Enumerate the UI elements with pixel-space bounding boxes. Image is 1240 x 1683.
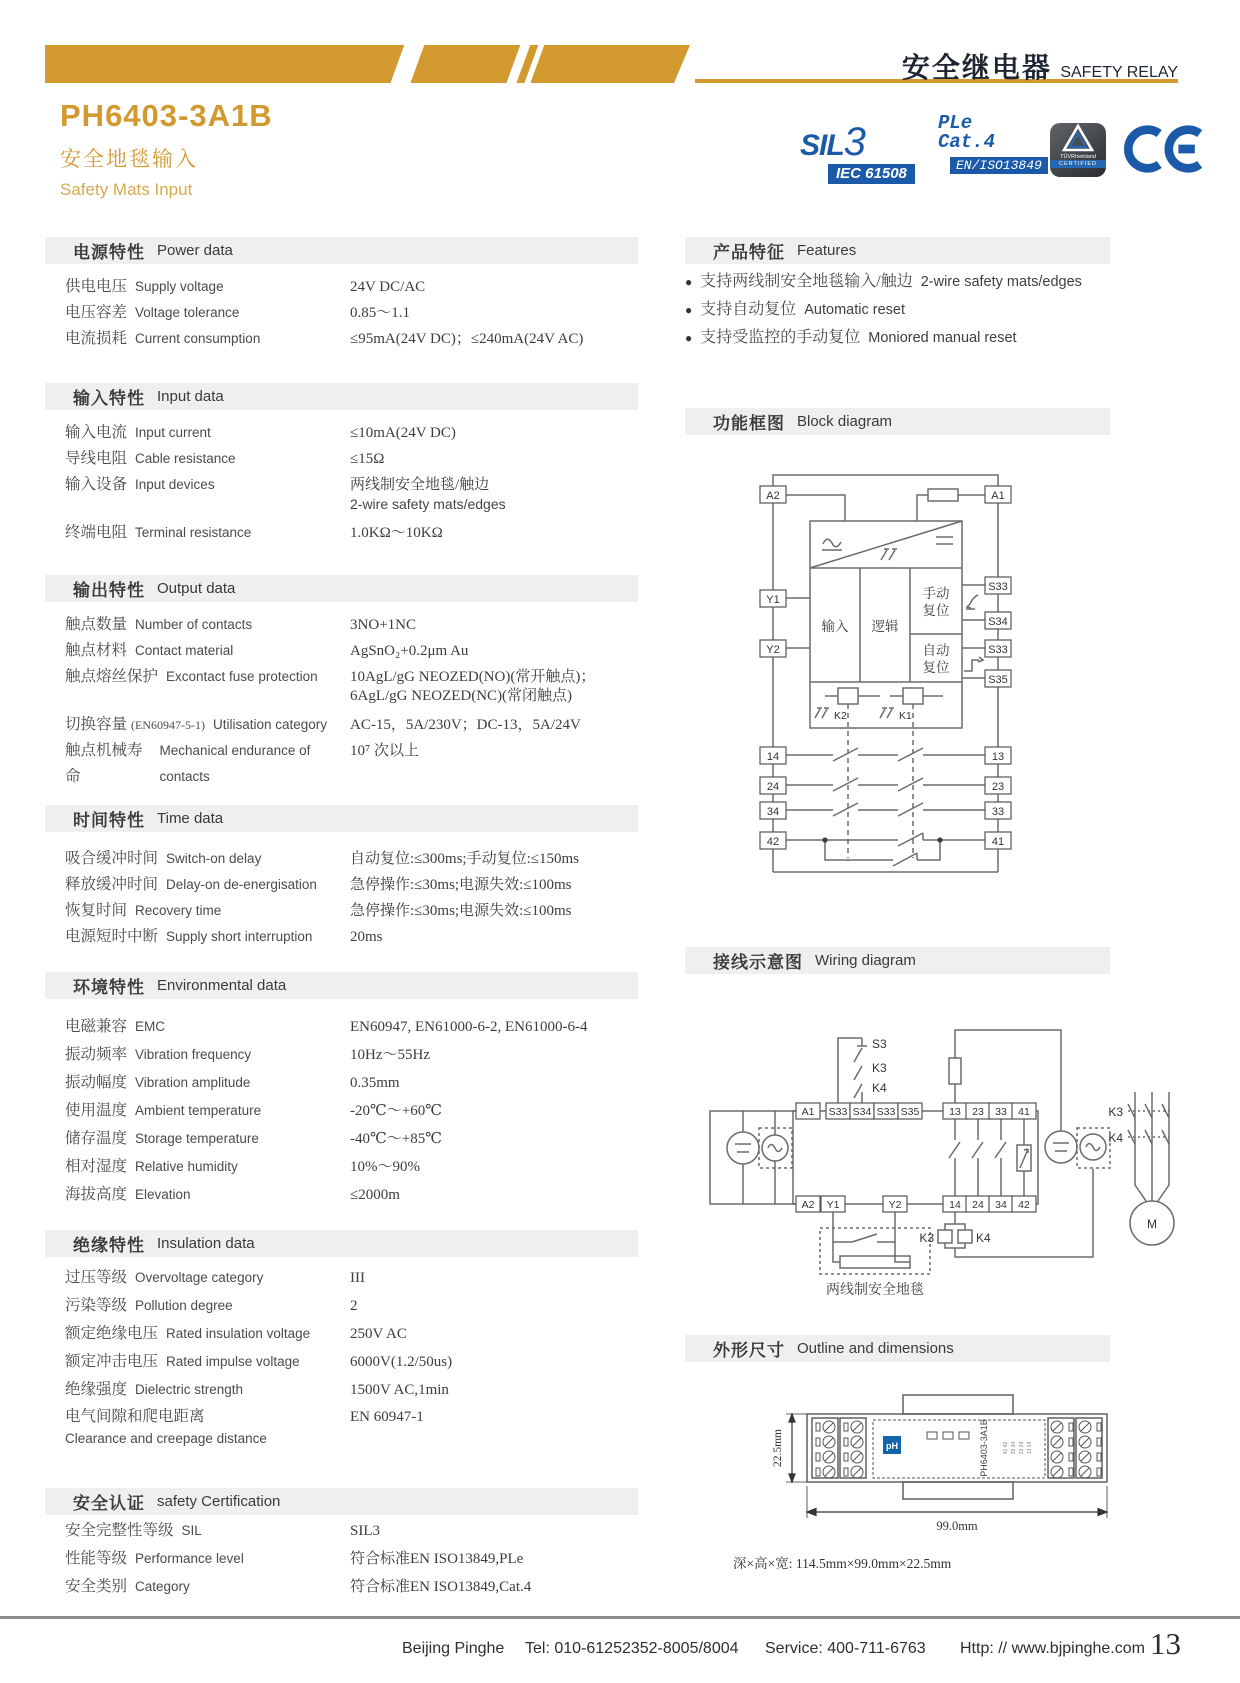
table-row: 触点机械寿命 Mechanical endurance of contacts 10⁷ 次以上 (65, 742, 419, 785)
iec61508-label: IEC 61508 (828, 164, 915, 184)
block-logic-label: 逻辑 (871, 619, 899, 634)
table-row: 振动幅度 Vibration amplitude 0.35mm (65, 1074, 400, 1091)
terminal-s33b: S33 (876, 1106, 896, 1118)
table-row: 输入设备 Input devices 两线制安全地毯/触边 2-wire safety mats/edges (65, 476, 506, 512)
product-model: PH6403-3A1B (60, 98, 273, 133)
contactor-coil-k3 (938, 1230, 952, 1243)
coil-k2-label: K2 (834, 710, 847, 722)
section-insulation (45, 1258, 638, 1448)
title-zh: 安全继电器 (901, 52, 1052, 83)
bullet-icon: ● (685, 303, 693, 317)
section-output (45, 602, 638, 790)
k4-chain-label: K4 (872, 1081, 887, 1095)
forced-contact-icon (815, 708, 829, 718)
tuv-certified-text: CERTIFIED (1050, 160, 1106, 168)
reset-chain (838, 1038, 867, 1103)
section-bar-input (45, 383, 638, 410)
gold-banner (45, 45, 690, 83)
cat4-text: Cat.4 (938, 131, 996, 153)
section-bar-outline (685, 1335, 1110, 1362)
bullet-icon: ● (685, 331, 693, 345)
outline-model-text: PH6403-3A1B (979, 1419, 989, 1477)
tuv-rheinland-badge (1050, 123, 1106, 177)
table-row: 污染等级 Pollution degree 2 (65, 1297, 358, 1314)
banner-stripe (388, 39, 427, 91)
table-row: 安全类别 Category 符合标准EN ISO13849,Cat.4 (65, 1578, 532, 1595)
section-bar-insulation (45, 1230, 638, 1257)
terminal-y1: Y1 (826, 1199, 840, 1211)
list-item: ● 支持自动复位 Automatic reset (685, 296, 1165, 324)
brand-logo-text: pH (886, 1441, 898, 1451)
terminal-y1: Y1 (766, 594, 780, 606)
relay-coil-k1 (903, 688, 923, 704)
section-title-zh: 功能框图 (713, 414, 785, 433)
table-row: 导线电阻 Cable resistance ≤15Ω (65, 450, 385, 467)
three-phase-lines (1135, 1092, 1169, 1185)
section-title-en: Power data (157, 242, 233, 259)
forced-contact-icon (880, 708, 894, 718)
footer-company: Beijing Pinghe (402, 1640, 505, 1657)
table-row: 额定冲击电压 Rated impulse voltage 6000V(1.2/50us) (65, 1353, 453, 1370)
ce-mark-icon (1118, 122, 1208, 176)
table-row: 触点数量 Number of contacts 3NO+1NC (65, 616, 416, 633)
table-row: 电气间隙和爬电距离 Clearance and creepage distance EN 60947-1 (65, 1408, 424, 1446)
tuv-brand-text: TÜVRheinland (1060, 154, 1096, 160)
section-title-zh: 输入特性 (73, 389, 145, 408)
features-list (685, 268, 1165, 352)
led-indicator (943, 1432, 953, 1439)
section-power (45, 264, 638, 352)
terminal-s33: S33 (988, 581, 1008, 593)
terminal-41: 41 (991, 836, 1005, 848)
terminal-s33b: S33 (988, 644, 1008, 656)
led-indicator (927, 1432, 937, 1439)
section-title-zh: 输出特性 (73, 581, 145, 600)
eniso13849-label: EN/ISO13849 (950, 157, 1048, 174)
auto-reset-arrow-icon (964, 660, 979, 671)
terminal-13: 13 (991, 751, 1005, 763)
product-subtitle-zh: 安全地毯输入 (60, 147, 198, 171)
table-row: 海拔高度 Elevation ≤2000m (65, 1186, 400, 1203)
footer-website[interactable]: Http: // www.bjpinghe.com (960, 1640, 1145, 1657)
section-title-zh: 产品特征 (713, 243, 785, 262)
section-bar-environment (45, 972, 638, 999)
terminal-42: 42 (1018, 1199, 1030, 1211)
table-row: 过压等级 Overvoltage category III (65, 1269, 365, 1286)
fuse-symbol (949, 1058, 961, 1084)
table-row: 电流损耗 Current consumption ≤95mA(24V DC)；≤240mA(24V AC) (65, 330, 584, 347)
terminal-s34: S34 (852, 1106, 872, 1118)
terminal-s35: S35 (988, 674, 1008, 686)
section-bar-time (45, 805, 638, 832)
section-environment (45, 1007, 638, 1209)
terminal-s34: S34 (988, 616, 1008, 628)
terminal-s35: S35 (900, 1106, 920, 1118)
terminal-33: 33 (991, 806, 1005, 818)
manual-reset-label: 复位 (922, 603, 950, 618)
title-en: SAFETY RELAY (1060, 64, 1178, 81)
dc-source-icon (727, 1132, 759, 1164)
outline-drawing (685, 1382, 1135, 1542)
product-subtitle-en: Safety Mats Input (60, 180, 193, 199)
k3-coil-label: K3 (919, 1231, 934, 1245)
section-time (45, 836, 638, 950)
width-dimension: 99.0mm (936, 1519, 978, 1533)
block-diagram (745, 448, 1015, 880)
section-title-zh: 电源特性 (73, 243, 145, 262)
terminal-24: 24 (766, 781, 780, 793)
section-title-zh: 接线示意图 (713, 953, 803, 972)
wiring-diagram (680, 980, 1220, 1325)
section-title-en: Time data (157, 810, 224, 827)
terminal-34: 34 (766, 806, 780, 818)
page-title (690, 46, 1178, 86)
sil3-badge (800, 120, 915, 184)
led-indicator (959, 1432, 969, 1439)
bullet-icon: ● (685, 275, 693, 289)
table-row: 输入电流 Input current ≤10mA(24V DC) (65, 424, 456, 441)
page-number: 13 (1150, 1626, 1181, 1661)
terminal-34: 34 (995, 1199, 1007, 1211)
terminal-23: 23 (991, 781, 1005, 793)
section-title-en: Block diagram (797, 413, 893, 430)
table-row: 电磁兼容 EMC EN60947, EN61000-6-2, EN61000-6-4 (65, 1018, 588, 1035)
section-bar-power (45, 237, 638, 264)
sil-level: 3 (843, 120, 866, 164)
dimension-note: 深×高×宽: 114.5mm×99.0mm×22.5mm (733, 1556, 952, 1571)
section-bar-certification (45, 1488, 638, 1515)
terminal-pair: 23 24 (1019, 1441, 1025, 1455)
manual-reset-label: 手动 (922, 586, 950, 601)
table-row: 触点材料 Contact material AgSnO₂+0.2μm Au (65, 642, 469, 659)
section-title-zh: 时间特性 (73, 811, 145, 830)
table-row: 相对湿度 Relative humidity 10%～90% (65, 1158, 420, 1175)
footer-service: Service: 400-711-6763 (765, 1640, 926, 1657)
section-title-en: safety Certification (157, 1493, 281, 1510)
terminal-41: 41 (1018, 1106, 1030, 1118)
terminal-13: 13 (949, 1106, 961, 1118)
k3-phase-label: K3 (1108, 1105, 1123, 1119)
ple-text: PLe (938, 112, 973, 134)
height-dimension: 22.5mm (772, 1428, 784, 1468)
terminal-a1: A1 (991, 490, 1005, 502)
section-bar-features (685, 237, 1110, 264)
product-heading (60, 98, 273, 200)
terminal-42: 42 (766, 836, 780, 848)
table-row: 绝缘强度 Dielectric strength 1500V AC,1min (65, 1381, 449, 1398)
terminal-33: 33 (995, 1106, 1007, 1118)
table-row: 振动频率 Vibration frequency 10Hz～55Hz (65, 1046, 430, 1063)
table-row: 使用温度 Ambient temperature -20℃～+60℃ (65, 1102, 443, 1119)
footer-tel: Tel: 010-61252352-8005/8004 (525, 1640, 739, 1657)
terminal-screws (816, 1421, 1101, 1478)
section-title-en: Wiring diagram (815, 952, 916, 969)
terminal-14: 14 (949, 1199, 961, 1211)
terminal-pair: 41 42 (1003, 1441, 1009, 1455)
list-item: ● 支持两线制安全地毯输入/触边 2-wire safety mats/edges (685, 268, 1165, 296)
table-row: 恢复时间 Recovery time 急停操作:≤30ms;电源失效:≤100ms (65, 902, 572, 919)
fuse-symbol (928, 489, 958, 501)
ple-cat4-badge (938, 114, 1048, 174)
section-title-en: Features (797, 242, 857, 259)
auto-reset-label: 自动 (922, 643, 950, 658)
section-title-en: Environmental data (157, 977, 287, 994)
terminal-a2: A2 (766, 490, 780, 502)
terminal-23: 23 (972, 1106, 984, 1118)
table-row: 终端电阻 Terminal resistance 1.0KΩ～10KΩ (65, 524, 443, 541)
relay-coil-k2 (838, 688, 858, 704)
table-row: 性能等级 Performance level 符合标准EN ISO13849,PLe (65, 1550, 524, 1567)
table-row: 吸合缓冲时间 Switch-on delay 自动复位:≤300ms;手动复位:≤150ms (65, 850, 579, 867)
s3-label: S3 (872, 1037, 887, 1051)
section-title-zh: 外形尺寸 (713, 1341, 785, 1360)
list-item: ● 支持受监控的手动复位 Moniored manual reset (685, 324, 1165, 352)
k3-chain-label: K3 (872, 1061, 887, 1075)
section-title-zh: 绝缘特性 (73, 1236, 145, 1255)
table-row: 电压容差 Voltage tolerance 0.85～1.1 (65, 304, 411, 321)
terminal-a1: A1 (801, 1106, 815, 1118)
table-row: 供电电压 Supply voltage 24V DC/AC (65, 278, 426, 295)
banner-stripe (504, 39, 533, 91)
terminal-s33: S33 (828, 1106, 848, 1118)
section-input (45, 410, 638, 546)
section-title-en: Outline and dimensions (797, 1340, 954, 1357)
terminal-y2: Y2 (888, 1199, 902, 1211)
footer-divider (0, 1616, 1240, 1619)
section-title-zh: 环境特性 (73, 978, 145, 997)
manual-reset-arrow-icon (970, 595, 978, 604)
terminal-pair: 13 14 (1027, 1441, 1033, 1455)
section-title-en: Output data (157, 580, 236, 597)
table-row: 电源短时中断 Supply short interruption 20ms (65, 928, 383, 945)
section-bar-block-diagram (685, 408, 1110, 435)
section-bar-output (45, 575, 638, 602)
terminal-y2: Y2 (766, 644, 780, 656)
section-bar-wiring (685, 947, 1110, 974)
sil-text: SIL (800, 129, 844, 162)
terminal-14: 14 (766, 751, 780, 763)
section-title-zh: 安全认证 (73, 1494, 145, 1513)
terminal-a2: A2 (801, 1199, 815, 1211)
safety-mat-label: 两线制安全地毯 (826, 1283, 924, 1298)
k4-coil-label: K4 (976, 1231, 991, 1245)
contactor-coil-k4 (958, 1230, 972, 1243)
section-certification (45, 1515, 638, 1601)
section-title-en: Insulation data (157, 1235, 255, 1252)
tuv-triangle-icon (1061, 123, 1095, 153)
coil-k1-label: K1 (899, 710, 912, 722)
terminal-pair: 33 34 (1011, 1441, 1017, 1455)
table-row: 释放缓冲时间 Delay-on de-energisation 急停操作:≤30ms;电源失效:≤100ms (65, 876, 572, 893)
terminal-24: 24 (972, 1199, 984, 1211)
table-row: 额定绝缘电压 Rated insulation voltage 250V AC (65, 1325, 407, 1342)
dc-source-icon (1045, 1131, 1077, 1163)
k4-phase-label: K4 (1108, 1131, 1123, 1145)
auto-reset-label: 复位 (922, 660, 950, 675)
block-input-label: 输入 (821, 619, 849, 634)
table-row: 储存温度 Storage temperature -40℃～+85℃ (65, 1130, 443, 1147)
section-title-en: Input data (157, 388, 224, 405)
table-row: 触点熔丝保护 Excontact fuse protection 10AgL/gG NEOZED(NO)(常开触点)； 6AgL/gG NEOZED(NC)(常闭触点) (65, 668, 596, 704)
table-row: 切换容量 (EN60947-5-1) Utilisation category AC-15，5A/230V；DC-13，5A/24V (65, 716, 581, 733)
table-row: 安全完整性等级 SIL SIL3 (65, 1522, 380, 1539)
motor-label: M (1147, 1217, 1157, 1231)
